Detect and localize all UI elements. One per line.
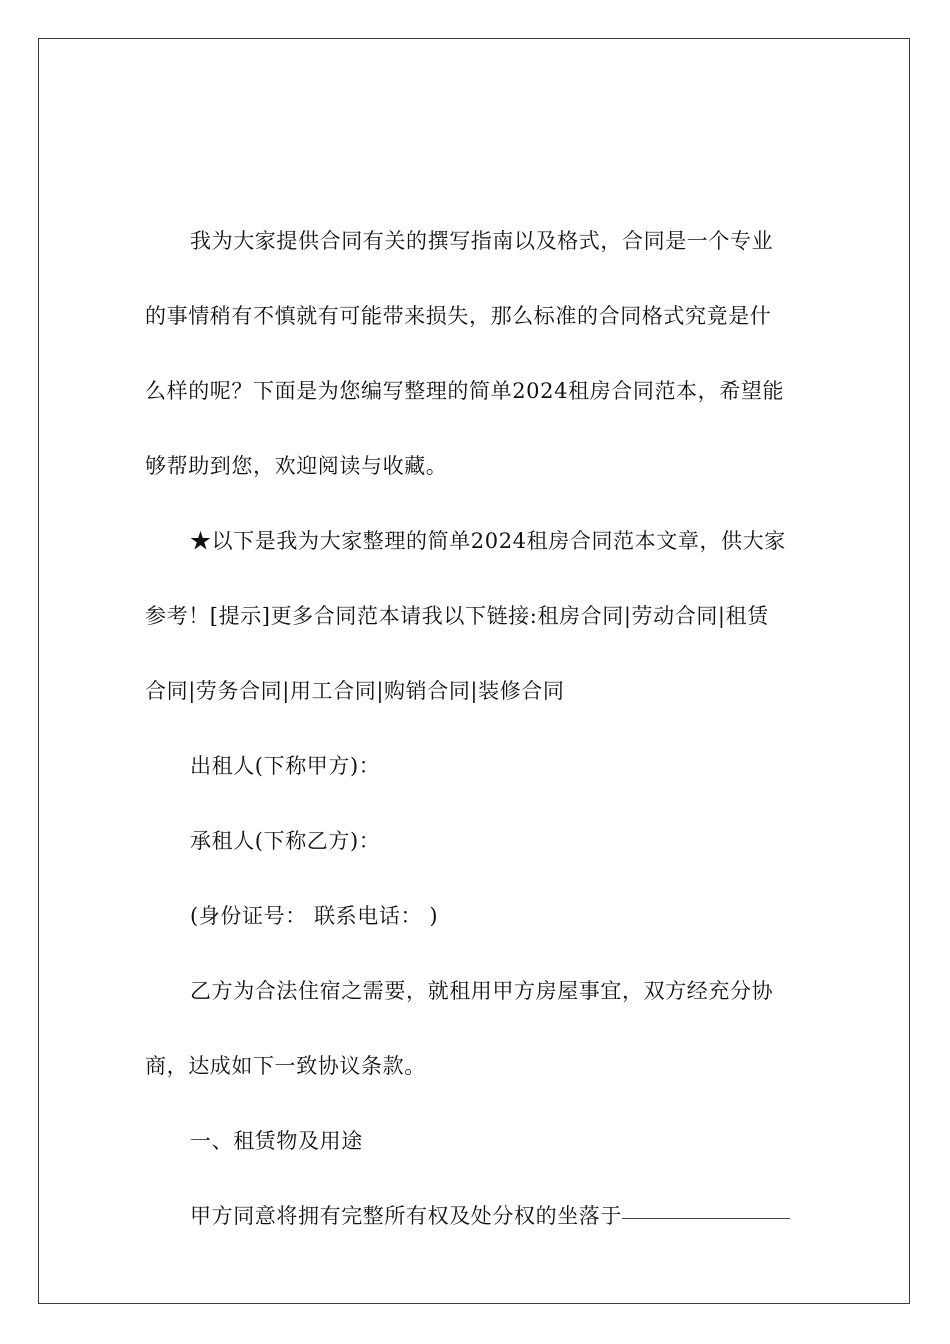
section-heading: 一、租赁物及用途 (190, 1129, 363, 1153)
intro-line-1: 我为大家提供合同有关的撰写指南以及格式，合同是一个专业 (190, 229, 774, 253)
property-line (145, 1179, 805, 1254)
document-body (145, 204, 805, 1254)
lessor-label: 出租人(下称甲方)： (190, 754, 381, 778)
notice-line-2: 参考！[提示]更多合同范本请我以下链接:租房合同|劳动合同|租赁 (145, 604, 769, 628)
lessee-label: 承租人(下称乙方)： (190, 829, 381, 853)
id-phone-line: (身份证号： 联系电话： ) (190, 904, 439, 928)
agreement-line-1: 乙方为合法住宿之需要，就租用甲方房屋事宜，双方经充分协 (190, 979, 774, 1003)
intro-line-3: 么样的呢？下面是为您编写整理的简单2024租房合同范本，希望能 (145, 379, 785, 403)
fill-in-blank (622, 1217, 790, 1219)
intro-line-4: 够帮助到您，欢迎阅读与收藏。 (145, 454, 448, 478)
notice-line-3: 合同|劳务合同|用工合同|购销合同|装修合同 (145, 679, 565, 703)
property-text: 甲方同意将拥有完整所有权及处分权的坐落于 (190, 1204, 622, 1228)
intro-line-2: 的事情稍有不慎就有可能带来损失，那么标准的合同格式究竟是什 (145, 304, 772, 328)
agreement-line-2: 商，达成如下一致协议条款。 (145, 1054, 426, 1078)
notice-line-1: ★以下是我为大家整理的简单2024租房合同范本文章，供大家 (190, 529, 786, 553)
